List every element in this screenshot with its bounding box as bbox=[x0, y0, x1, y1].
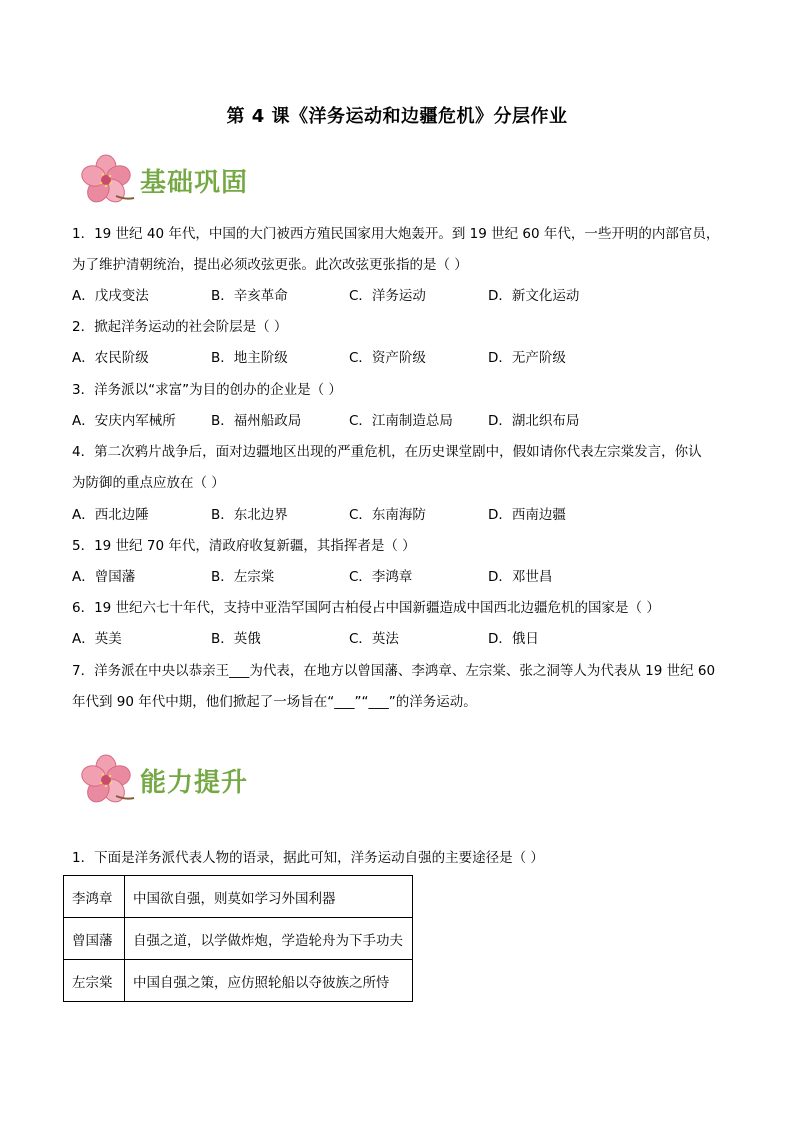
question-5-option-b: B．左宗棠 bbox=[211, 569, 275, 585]
question-1-line-1: 1．19 世纪 40 年代，中国的大门被西方殖民国家用大炮轰开。到 19 世纪 60 年代，一些开明的内部官员， bbox=[72, 226, 720, 242]
quote-person: 左宗棠 bbox=[64, 960, 125, 1002]
question-6-option-d: D．俄日 bbox=[488, 631, 539, 647]
question-5-option-c: C．李鸿章 bbox=[349, 569, 413, 585]
question-3-option-b: B．福州船政局 bbox=[211, 413, 302, 429]
question-4-line-2: 为防御的重点应放在（ ） bbox=[72, 475, 225, 491]
question-5-line-1: 5．19 世纪 70 年代，清政府收复新疆，其指挥者是（ ） bbox=[72, 538, 416, 554]
question-4-option-c: C．东南海防 bbox=[349, 507, 426, 523]
question-5-option-a: A．曾国藩 bbox=[72, 569, 136, 585]
quote-text: 中国欲自强，则莫如学习外国利器 bbox=[125, 876, 413, 918]
question-4-option-d: D．西南边疆 bbox=[488, 507, 566, 523]
quote-text: 中国自强之策，应仿照轮船以夺彼族之所恃 bbox=[125, 960, 413, 1002]
question-3-option-d: D．湖北织布局 bbox=[488, 413, 580, 429]
question-1-option-a: A．戊戌变法 bbox=[72, 288, 149, 304]
question-4-option-b: B．东北边界 bbox=[211, 507, 288, 523]
section-title-advanced: 能力提升 bbox=[140, 767, 249, 798]
question-1-option-b: B．辛亥革命 bbox=[211, 288, 288, 304]
advanced-question-1-line-1: 1．下面是洋务派代表人物的语录，据此可知，洋务运动自强的主要途径是（ ） bbox=[72, 850, 544, 866]
plum-blossom-icon bbox=[76, 152, 136, 208]
table-row bbox=[64, 876, 413, 918]
question-2-option-a: A．农民阶级 bbox=[72, 350, 149, 366]
question-6-option-b: B．英俄 bbox=[211, 631, 261, 647]
question-1-line-2: 为了维护清朝统治，提出必须改弦更张。此次改弦更张指的是（ ） bbox=[72, 257, 468, 273]
question-6-line-1: 6．19 世纪六七十年代，支持中亚浩罕国阿古柏侵占中国新疆造成中国西北边疆危机的国家是（ ） bbox=[72, 600, 660, 616]
quote-person: 曾国藩 bbox=[64, 918, 125, 960]
question-3-option-c: C．江南制造总局 bbox=[349, 413, 453, 429]
question-7-line-2: 年代到 90 年代中期，他们掀起了一场旨在“___”“___”的洋务运动。 bbox=[72, 694, 477, 710]
page-title: 第 4 课《洋务运动和边疆危机》分层作业 bbox=[226, 106, 568, 127]
quote-person: 李鸿章 bbox=[64, 876, 125, 918]
section-title-basic: 基础巩固 bbox=[140, 167, 249, 198]
question-3-option-a: A．安庆内军械所 bbox=[72, 413, 176, 429]
question-3-line-1: 3．洋务派以“求富”为目的创办的企业是（ ） bbox=[72, 382, 342, 398]
question-6-option-a: A．英美 bbox=[72, 631, 122, 647]
question-4-line-1: 4．第二次鸦片战争后，面对边疆地区出现的严重危机，在历史课堂剧中，假如请你代表左宗棠发言，你认 bbox=[72, 444, 702, 460]
question-2-option-d: D．无产阶级 bbox=[488, 350, 566, 366]
plum-blossom-icon bbox=[76, 752, 136, 808]
question-2-option-b: B．地主阶级 bbox=[211, 350, 288, 366]
question-6-option-c: C．英法 bbox=[349, 631, 399, 647]
question-5-option-d: D．邓世昌 bbox=[488, 569, 553, 585]
table-row bbox=[64, 960, 413, 1002]
question-1-option-d: D．新文化运动 bbox=[488, 288, 580, 304]
question-7-line-1: 7．洋务派在中央以恭亲王___为代表，在地方以曾国藩、李鸿章、左宗棠、张之洞等人为代表从 19 世纪 60 bbox=[72, 663, 716, 679]
question-1-option-c: C．洋务运动 bbox=[349, 288, 426, 304]
quote-text: 自强之道，以学做炸炮，学造轮舟为下手功夫 bbox=[125, 918, 413, 960]
quote-table bbox=[63, 875, 413, 1002]
table-row bbox=[64, 918, 413, 960]
section-header-basic bbox=[76, 152, 248, 208]
question-2-option-c: C．资产阶级 bbox=[349, 350, 426, 366]
section-header-advanced bbox=[76, 752, 248, 808]
question-4-option-a: A．西北边陲 bbox=[72, 507, 149, 523]
question-2-line-1: 2．掀起洋务运动的社会阶层是（ ） bbox=[72, 319, 288, 335]
